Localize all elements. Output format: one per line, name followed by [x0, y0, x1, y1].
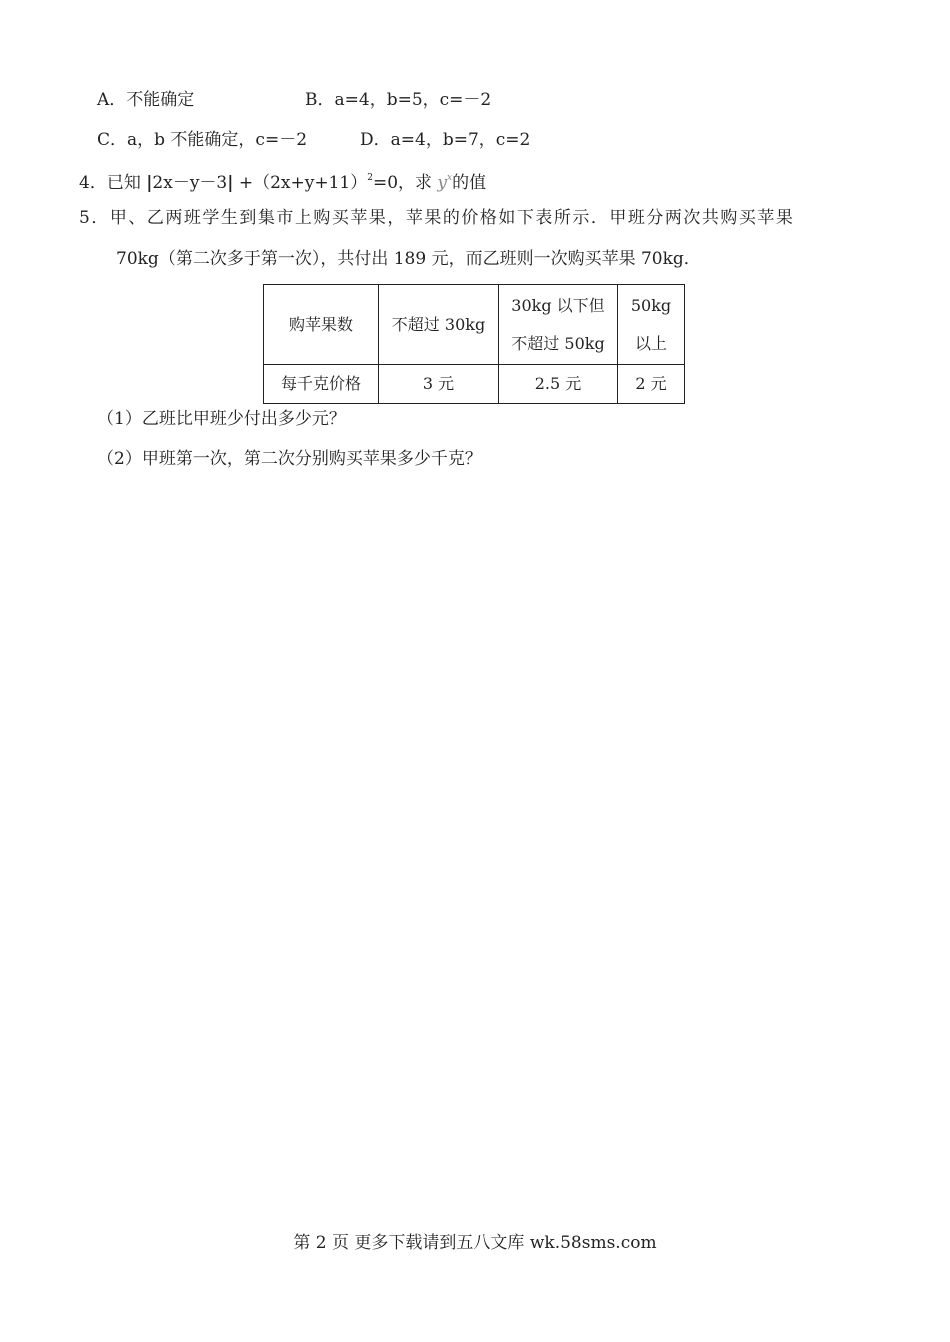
table-price3: 2 元 — [618, 365, 685, 404]
sub-question-1: （1）乙班比甲班少付出多少元？ — [97, 409, 346, 429]
table-col2 — [499, 285, 618, 365]
q4-mid: =0，求 — [372, 173, 433, 193]
q4-base: y — [437, 173, 448, 193]
abs-close: | — [227, 173, 234, 193]
option-a: A．不能确定 — [97, 90, 195, 110]
price-table — [263, 284, 685, 404]
q4-suffix: 的值 — [452, 173, 487, 193]
table-col1: 不超过 30kg — [379, 285, 499, 365]
question-5-line1: 5．甲、乙两班学生到集市上购买苹果，苹果的价格如下表所示．甲班分两次共购买苹果 — [79, 208, 795, 228]
table-price1: 3 元 — [379, 365, 499, 404]
question-5-line2: 70kg（第二次多于第一次），共付出 189 元，而乙班则一次购买苹果 70kg． — [116, 249, 701, 269]
table-col3-line2: 以上 — [634, 333, 667, 353]
table-col3-line1: 50kg — [630, 295, 672, 315]
table-price2: 2.5 元 — [499, 365, 618, 404]
q4-exponent: 2 — [367, 173, 373, 183]
page-footer: 第 2 页 更多下载请到五八文库 wk.58sms.com — [293, 1233, 657, 1253]
table-row-label: 每千克价格 — [264, 365, 379, 404]
table-col2-line1: 30kg 以下但 — [511, 295, 605, 315]
table-col3 — [618, 285, 685, 365]
table-header-label: 购苹果数 — [264, 285, 379, 365]
q4-power: x — [447, 173, 453, 183]
option-c: C．a，b 不能确定，c=－2 — [97, 130, 308, 150]
abs-open: | — [146, 173, 153, 193]
table-price-row — [264, 365, 685, 404]
q4-prefix: 4．已知 — [79, 173, 141, 193]
q4-plus-part: +（2x+y+11） — [238, 173, 368, 193]
question-4 — [79, 166, 486, 195]
option-b: B．a=4，b=5，c=－2 — [305, 90, 492, 110]
sub-question-2: （2）甲班第一次，第二次分别购买苹果多少千克？ — [97, 449, 482, 469]
abs-body: 2x－y－3 — [152, 173, 228, 193]
table-col2-line2: 不超过 50kg — [511, 333, 605, 353]
table-header-row — [264, 285, 685, 365]
option-d: D．a=4，b=7，c=2 — [360, 130, 531, 150]
